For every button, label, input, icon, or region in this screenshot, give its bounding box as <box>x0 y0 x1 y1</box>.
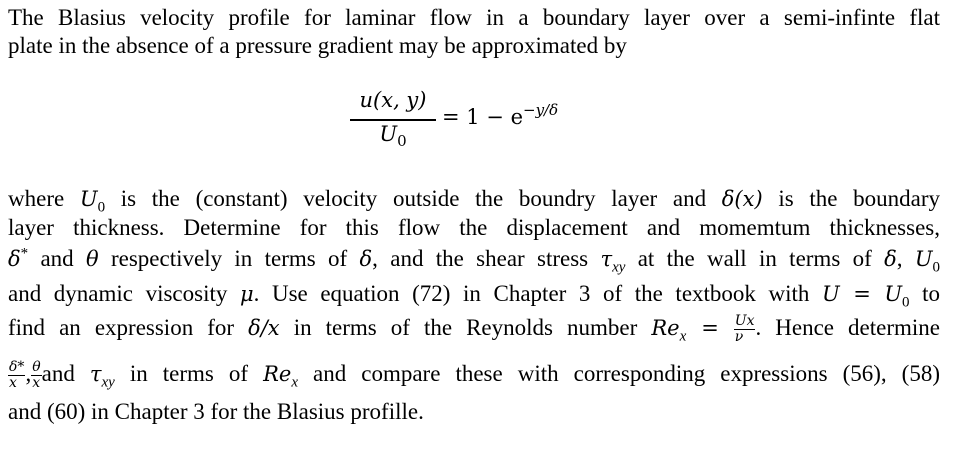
text: , <box>896 246 915 271</box>
body-line-5 <box>8 314 940 345</box>
text: is the (constant) velocity outside the boundry layer and <box>105 186 722 211</box>
subscript: xy <box>101 374 115 391</box>
equation-numerator: u(x, y) <box>359 88 427 112</box>
text: . Hence determine <box>755 315 940 340</box>
symbol-U: U <box>884 282 903 306</box>
symbol-mu: μ <box>239 282 254 306</box>
symbol-U: U <box>914 247 933 271</box>
rhs-base: = 1 − e <box>442 105 524 129</box>
equation-denominator <box>350 122 436 151</box>
subscript: xy <box>612 259 626 276</box>
delta-star-over-x-fraction <box>8 360 25 391</box>
text: to <box>909 281 941 306</box>
text: respectively in terms of <box>98 246 360 271</box>
text: where <box>8 186 80 211</box>
text: and dynamic viscosity <box>8 281 240 306</box>
text: is the boundary <box>762 186 940 211</box>
symbol-delta-x: δ(x) <box>721 187 763 211</box>
symbol-tau: τ <box>600 247 613 271</box>
body-line-7: and (60) in Chapter 3 for the Blasius profille. <box>8 399 424 424</box>
symbol-U: U <box>79 187 98 211</box>
subscript: x <box>291 374 298 391</box>
text: and <box>41 361 90 386</box>
body-line-3 <box>8 245 941 276</box>
fraction-numerator: θ <box>32 359 41 376</box>
denominator-symbol: U <box>379 122 398 146</box>
reynolds-fraction <box>734 314 756 345</box>
equals-sign: = <box>686 316 734 340</box>
rhs-exponent: −y/δ <box>523 101 559 119</box>
theta-over-x-fraction <box>31 360 41 391</box>
body-line-2: layer thickness. Determine for this flow the displacement and momemtum thicknesses, <box>8 215 940 240</box>
text: in terms of <box>114 361 264 386</box>
comma: , <box>25 361 32 386</box>
text: and compare these with corresponding expressions (56), (58) <box>297 361 940 386</box>
text: . Use equation (72) in Chapter 3 of the textbook with <box>253 281 822 306</box>
symbol-delta: δ <box>884 247 897 271</box>
intro-line-1: The Blasius velocity profile for laminar flow in a boundary layer over a semi-infinte flat <box>8 5 940 30</box>
equals-sign: = <box>839 282 885 306</box>
equation-rhs <box>442 101 559 129</box>
subscript: 0 <box>97 199 106 216</box>
body-line-6 <box>8 360 940 391</box>
symbol-delta-over-x: δ/x <box>248 316 280 340</box>
fraction-denominator: x <box>32 375 41 392</box>
text: , and the shear stress <box>372 246 601 271</box>
intro-line-2: plate in the absence of a pressure gradient may be approximated by <box>8 33 627 58</box>
fraction-numerator: Ux <box>734 313 755 330</box>
fraction-numerator: δ* <box>9 359 25 376</box>
fraction-denominator: x <box>9 375 17 392</box>
symbol-tau: τ <box>89 362 102 386</box>
subscript: x <box>679 328 687 345</box>
superscript: * <box>20 245 29 262</box>
body-line-4 <box>8 280 941 311</box>
symbol-theta: θ <box>86 247 99 271</box>
text: and <box>28 246 86 271</box>
symbol-delta: δ <box>8 247 21 271</box>
symbol-delta: δ <box>359 247 373 271</box>
symbol-Re: Re <box>651 316 680 340</box>
body-line-1 <box>8 185 940 216</box>
fraction-denominator: ν <box>734 329 744 346</box>
text: find an expression for <box>8 315 249 340</box>
subscript: 0 <box>932 259 941 276</box>
subscript: 0 <box>902 294 910 311</box>
denominator-subscript: 0 <box>397 132 407 151</box>
symbol-U: U <box>822 282 840 306</box>
text: in terms of the Reynolds number <box>279 315 652 340</box>
symbol-Re: Re <box>263 362 292 386</box>
fraction-bar <box>350 119 436 121</box>
text: at the wall in terms of <box>625 246 885 271</box>
